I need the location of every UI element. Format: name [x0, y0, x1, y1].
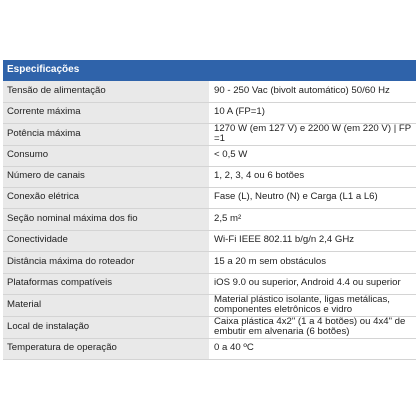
- row-label: Seção nominal máxima dos fio: [3, 208, 210, 230]
- row-value: 1270 W (em 127 V) e 2200 W (em 220 V) | FP =1: [210, 123, 417, 145]
- row-label: Conectividade: [3, 230, 210, 251]
- row-value: 2,5 m²: [210, 208, 417, 230]
- row-label: Distância máxima do roteador: [3, 251, 210, 273]
- row-label: Potência máxima: [3, 123, 210, 145]
- row-label: Número de canais: [3, 166, 210, 187]
- row-label: Tensão de alimentação: [3, 81, 210, 102]
- row-value: < 0,5 W: [210, 145, 417, 166]
- table-row: [3, 273, 416, 294]
- specifications-header: Especificações: [3, 60, 416, 81]
- table-row: [3, 145, 416, 166]
- row-value: Fase (L), Neutro (N) e Carga (L1 a L6): [210, 187, 417, 208]
- specifications-header-row: [3, 60, 416, 81]
- row-value: 90 - 250 Vac (bivolt automático) 50/60 Hz: [210, 81, 417, 102]
- row-label: Plataformas compatíveis: [3, 273, 210, 294]
- table-row: [3, 166, 416, 187]
- row-label: Material: [3, 294, 210, 316]
- row-value: Wi-Fi IEEE 802.11 b/g/n 2,4 GHz: [210, 230, 417, 251]
- row-label: Consumo: [3, 145, 210, 166]
- row-label: Temperatura de operação: [3, 338, 210, 359]
- row-value: 10 A (FP=1): [210, 102, 417, 123]
- row-label: Corrente máxima: [3, 102, 210, 123]
- row-label: Local de instalação: [3, 316, 210, 338]
- table-row: [3, 230, 416, 251]
- table-row: [3, 123, 416, 145]
- row-value: Material plástico isolante, ligas metálicas, componentes eletrônicos e vidro: [210, 294, 417, 316]
- table-row: [3, 81, 416, 102]
- row-value: 15 a 20 m sem obstáculos: [210, 251, 417, 273]
- row-value: Caixa plástica 4x2" (1 a 4 botões) ou 4x4" de embutir em alvenaria (6 botões): [210, 316, 417, 338]
- table-row: [3, 187, 416, 208]
- specifications-table: [3, 60, 416, 360]
- table-row: [3, 294, 416, 316]
- table-row: [3, 338, 416, 359]
- row-label: Conexão elétrica: [3, 187, 210, 208]
- row-value: 1, 2, 3, 4 ou 6 botões: [210, 166, 417, 187]
- table-row: [3, 316, 416, 338]
- table-row: [3, 102, 416, 123]
- row-value: iOS 9.0 ou superior, Android 4.4 ou superior: [210, 273, 417, 294]
- table-row: [3, 208, 416, 230]
- table-row: [3, 251, 416, 273]
- row-value: 0 a 40 ºC: [210, 338, 417, 359]
